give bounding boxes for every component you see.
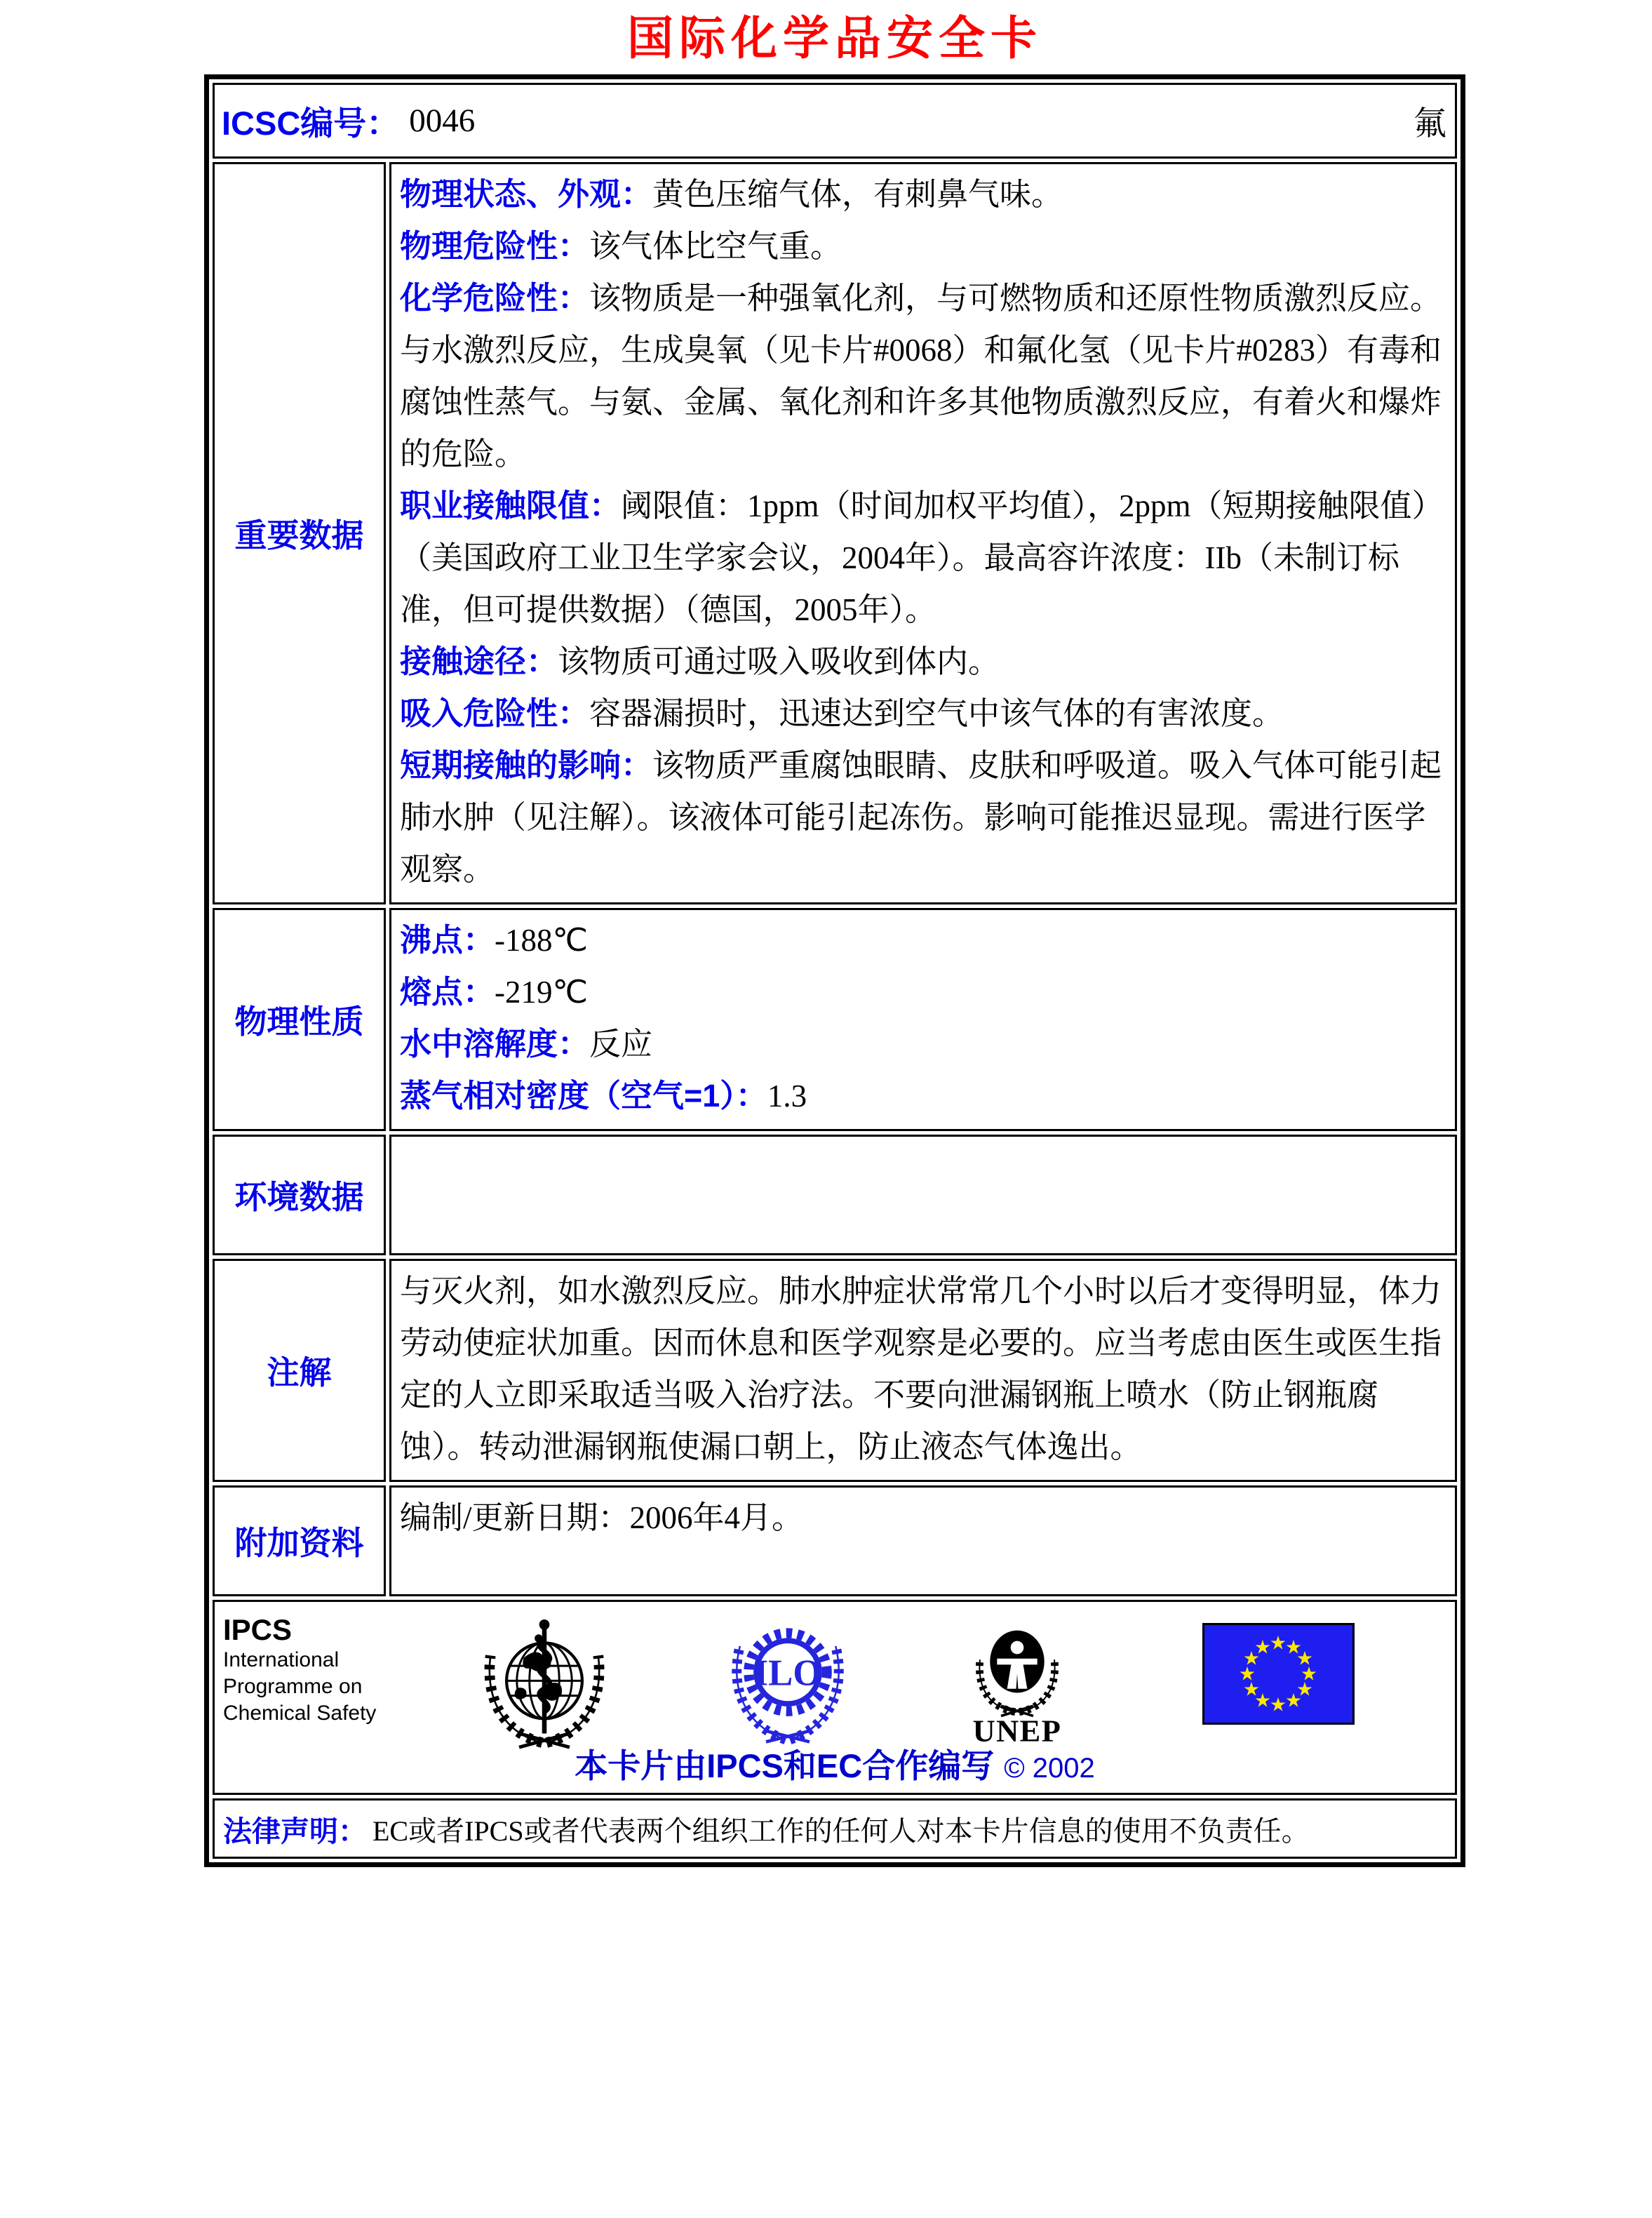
field-label: 蒸气相对密度（空气=1）： [400,1078,767,1114]
section-content-notes [389,1259,1457,1482]
field-label: 化学危险性： [400,280,590,316]
field-text: -188℃ [495,923,589,958]
section-label-text: 物理性质 [234,1003,364,1040]
ipcs-acronym: IPCS [223,1613,293,1646]
unep-text: UNEP [972,1713,1062,1746]
section-content-environmental-data [389,1135,1457,1255]
field-label: 物理状态、外观： [400,176,653,212]
field-inhalation-risk [400,688,1445,740]
field-label: 短期接触的影响： [400,747,653,783]
field-label: 熔点： [400,974,495,1010]
field-text: 该物质是一种强氧化剂，与可燃物质和还原性物质激烈反应。与水激烈反应，生成臭氧（见卡片#0068）和氟化氢（见卡片#0283）有毒和腐蚀性蒸气。与氨、金属、氧化剂和许多其他物质激烈反应，有着火和爆炸的危险。 [400,281,1442,472]
header-row [213,83,1457,159]
field-boiling-point [400,914,1445,966]
field-text: 阈限值：1ppm（时间加权平均值），2ppm（短期接触限值）（美国政府工业卫生学家会议，2004年）。最高容许浓度：IIb（未制订标准，但可提供数据）（德国，2005年）。 [400,488,1444,627]
section-label-physical-properties [213,908,386,1131]
field-text: 该气体比空气重。 [589,229,842,264]
eu-star: ★ [1296,1648,1314,1670]
field-vapor-density [400,1070,1445,1122]
field-occupational-exposure-limits [400,480,1445,636]
eu-star: ★ [1238,1663,1256,1685]
ipcs-wordmark [223,1613,376,1727]
eu-star: ★ [1296,1678,1314,1701]
section-content-additional-info [389,1485,1457,1596]
section-label-environmental-data [213,1135,386,1255]
field-text: -219℃ [495,975,589,1010]
additional-info-text: 编制/更新日期：2006年4月。 [400,1500,804,1535]
icsc-number-label: ICSC编号： [222,104,400,142]
footer-copyright: © 2002 [1004,1753,1095,1784]
eu-star: ★ [1254,1690,1272,1712]
eu-star: ★ [1269,1694,1287,1716]
section-content-important-data [389,162,1457,904]
ilo-text: ILO [753,1652,822,1694]
page-title: 国际化学品安全卡 [627,13,1042,65]
field-label: 物理危险性： [400,228,590,264]
legal-label: 法律声明： [223,1815,367,1848]
footer-logos-row [213,1600,1457,1795]
field-label: 接触途径： [400,643,558,679]
section-label-additional-info [213,1485,386,1596]
section-label-important-data [213,162,386,904]
eu-star: ★ [1269,1632,1287,1655]
eu-star: ★ [1284,1636,1303,1659]
notes-text: 与灭火剂，如水激烈反应。肺水肿症状常常几个小时以后才变得明显，体力劳动使症状加重。因而休息和医学观察是必要的。应当考虑由医生或医生指定的人立即采取适当吸入治疗法。不要向泄漏钢瓶上喷水（防止钢瓶腐蚀）。转动泄漏钢瓶使漏口朝上，防止液态气体逸出。 [400,1274,1442,1464]
section-label-text: 环境数据 [234,1179,364,1215]
section-label-text: 重要数据 [234,517,364,554]
field-physical-state [400,168,1445,220]
eu-star: ★ [1242,1678,1261,1701]
legal-row [213,1798,1457,1859]
field-label: 沸点： [400,922,495,958]
section-content-physical-properties [389,908,1457,1131]
ipcs-line: International [223,1648,340,1671]
field-melting-point [400,966,1445,1018]
chemical-name: 氟 [1413,105,1446,142]
section-label-text: 注解 [267,1354,332,1391]
section-label-text: 附加资料 [234,1525,364,1561]
field-exposure-routes [400,636,1445,688]
footer-caption [215,1740,1455,1787]
field-text: 1.3 [767,1078,807,1114]
icsc-number-value: 0046 [409,102,476,139]
eu-flag-icon [1202,1623,1355,1725]
field-chemical-hazard [400,272,1445,480]
eu-star: ★ [1242,1648,1261,1670]
field-text: 容器漏损时，迅速达到空气中该气体的有害浓度。 [589,696,1284,731]
eu-star: ★ [1300,1663,1318,1685]
who-logo-icon [476,1612,613,1752]
eu-star: ★ [1284,1690,1303,1712]
legal-text: EC或者IPCS或者代表两个组织工作的任何人对本卡片信息的使用不负责任。 [372,1815,1310,1847]
icsc-card [204,74,1465,1867]
eu-star: ★ [1254,1636,1272,1659]
field-label: 水中溶解度： [400,1026,590,1062]
field-label: 吸入危险性： [400,695,590,731]
ilo-logo-icon [723,1613,853,1746]
section-label-notes [213,1259,386,1482]
field-label: 职业接触限值： [400,488,622,523]
ipcs-line: Chemical Safety [223,1702,377,1725]
field-text: 该物质可通过吸入吸收到体内。 [558,644,1000,679]
ipcs-line: Programme on [223,1675,363,1698]
footer-caption-text: 本卡片由IPCS和EC合作编写 [575,1747,995,1784]
field-water-solubility [400,1018,1445,1070]
field-short-term-effects [400,740,1445,895]
unep-logo-icon [957,1609,1077,1746]
field-text: 反应 [589,1027,653,1062]
field-text: 黄色压缩气体，有刺鼻气味。 [652,177,1063,212]
field-physical-hazard [400,220,1445,272]
field-text: 该物质严重腐蚀眼睛、皮肤和呼吸道。吸入气体可能引起肺水肿（见注解）。该液体可能引起冻伤。影响可能推迟显现。需进行医学观察。 [400,748,1442,887]
icsc-number-group [222,98,475,145]
